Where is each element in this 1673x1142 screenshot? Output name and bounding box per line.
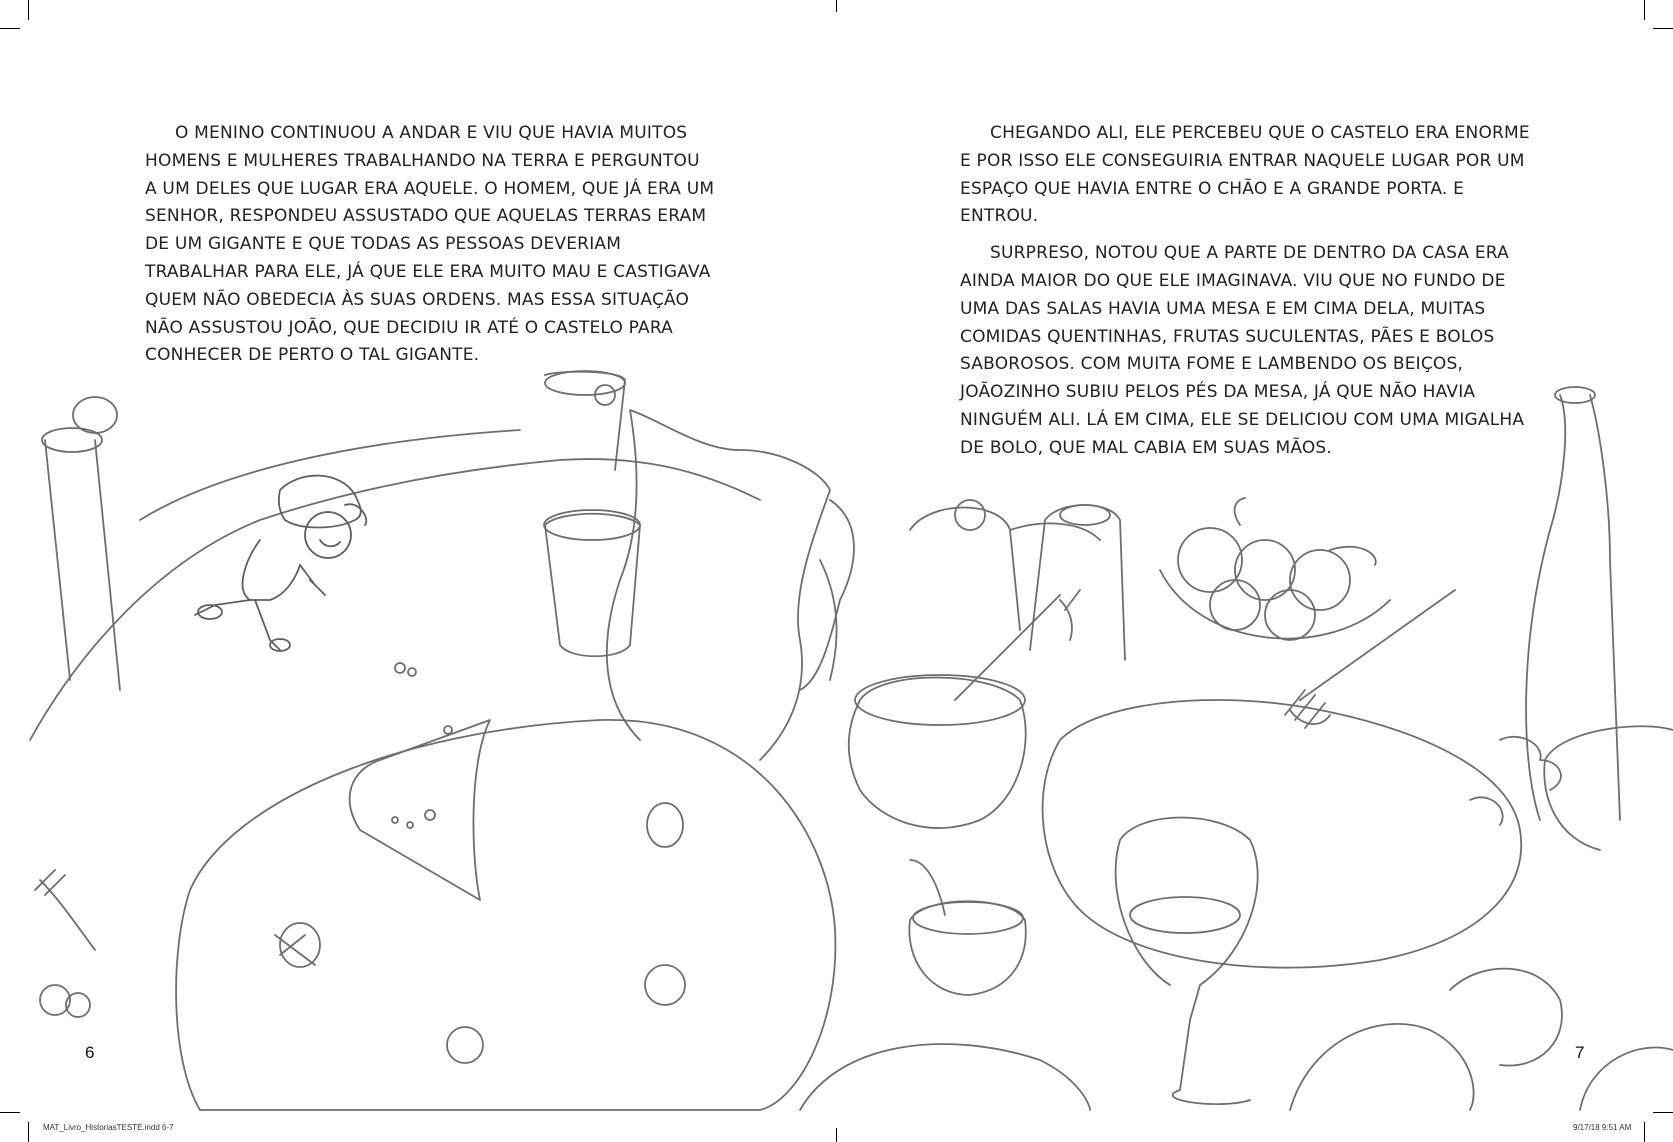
right-page-text xyxy=(960,120,1530,472)
honey-pot xyxy=(849,678,1026,829)
crop-mark xyxy=(28,1122,29,1142)
page-number-right: 7 xyxy=(1575,1043,1585,1062)
paragraph: SURPRESO, NOTOU QUE A PARTE DE DENTRO DA CASA ERA AINDA MAIOR DO QUE ELE IMAGINAVA. VIU QUE NO FUNDO DE UMA DAS SALAS HAVIA UMA MESA E EM CIMA DELA, MUITAS COMIDAS QUENTINHAS, FRUTAS SUCULENTAS, PÃES E BOLOS SABOROSOS. COM MUITA FOME E LAMBENDO OS BEIÇOS, JOÃOZINHO SUBIU PELOS PÉS DA MESA, JÁ QUE NÃO HAVIA NINGUÉM ALI. LÁ EM CIMA, ELE SE DELICIOU COM UMA MIGALHA DE BOLO, QUE MAL CABIA EM SUAS MÃOS. xyxy=(960,243,1525,458)
fruit-bowl xyxy=(1160,570,1390,639)
paragraph: CHEGANDO ALI, ELE PERCEBEU QUE O CASTELO ERA ENORME E POR ISSO ELE CONSEGUIRIA ENTRAR NAQUELE LUGAR POR UM ESPAÇO QUE HAVIA ENTRE O CHÃO E A GRANDE PORTA. E ENTROU. xyxy=(960,123,1530,227)
bedpost xyxy=(45,440,120,690)
slug-filename: MAT_Livro_HistoriasTESTE.indd 6-7 xyxy=(43,1123,174,1132)
cake xyxy=(176,720,835,1110)
left-page-text xyxy=(145,120,715,379)
small-bowl xyxy=(909,901,1025,995)
sugar-pot xyxy=(910,508,1100,631)
bottle xyxy=(1030,505,1125,660)
crop-mark xyxy=(1644,1122,1645,1142)
table-edge xyxy=(30,459,760,740)
goblet xyxy=(1116,818,1258,1105)
crop-mark xyxy=(0,1112,20,1113)
crop-mark xyxy=(836,0,837,12)
crop-mark xyxy=(836,1128,837,1142)
paragraph: O MENINO CONTINUOU A ANDAR E VIU QUE HAVIA MUITOS HOMENS E MULHERES TRABALHANDO NA TERRA E PERGUNTOU A UM DELES QUE LUGAR ERA AQUELE. O HOMEM, QUE JÁ ERA UM SENHOR, RESPONDEU ASSUSTADO QUE AQUELAS TERRAS ERAM DE UM GIGANTE E QUE TODAS AS PESSOAS DEVERIAM TRABALHAR PARA ELE, JÁ QUE ELE ERA MUITO MAU E CASTIGAVA QUEM NÃO OBEDECIA ÀS SUAS ORDENS. MAS ESSA SITUAÇÃO NÃO ASSUSTOU JOÃO, QUE DECIDIU IR ATÉ O CASTELO PARA CONHECER DE PERTO O TAL GIGANTE. xyxy=(145,123,715,366)
crop-mark xyxy=(28,0,29,20)
crop-mark xyxy=(0,28,20,29)
boy-character xyxy=(195,476,366,651)
slug-timestamp: 9/17/18 9:51 AM xyxy=(1573,1123,1632,1132)
roast-chicken xyxy=(1043,700,1522,968)
page-number-left: 6 xyxy=(85,1043,95,1062)
jug-left xyxy=(545,372,625,470)
crop-mark xyxy=(1653,28,1673,29)
crop-mark xyxy=(1644,0,1645,20)
crop-mark xyxy=(1653,1112,1673,1113)
